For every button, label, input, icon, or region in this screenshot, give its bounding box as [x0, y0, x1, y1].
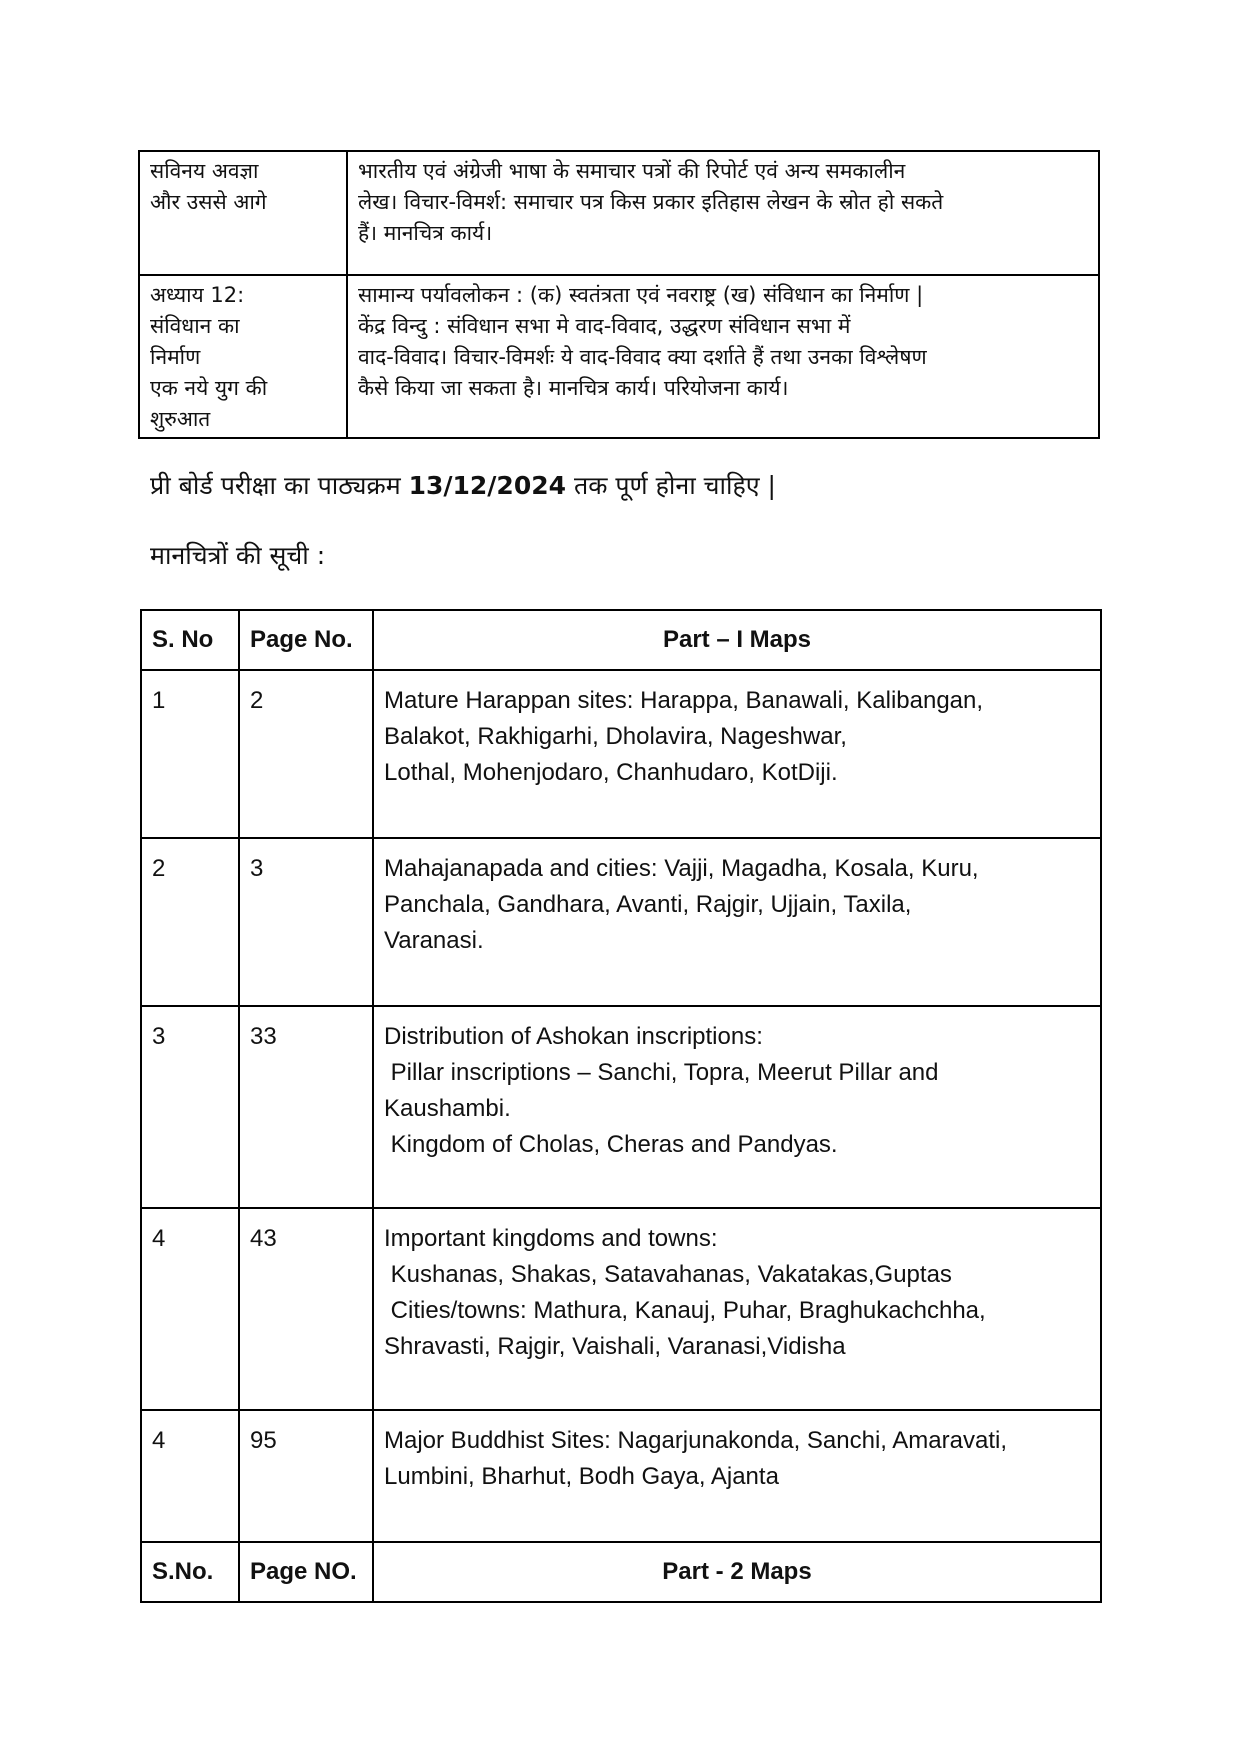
chapter-cell [139, 275, 347, 438]
table-row [141, 1410, 1101, 1542]
content-line: हैं। मानचित्र कार्य। [358, 221, 493, 245]
row-sno: 4 [141, 1208, 239, 1410]
row-description [373, 838, 1101, 1006]
maps-header-row [141, 610, 1101, 670]
footer-title: Part - 2 Maps [373, 1542, 1101, 1602]
row-sno: 4 [141, 1410, 239, 1542]
description-line: Kaushambi. [384, 1095, 511, 1122]
chapter-line: शुरुआत [150, 407, 211, 431]
maps-list-heading: मानचित्रों की सूची : [150, 541, 326, 570]
header-sno: S. No [141, 610, 239, 670]
description-line: Lothal, Mohenjodaro, Chanhudaro, KotDiji. [384, 759, 838, 786]
footer-sno: S.No. [141, 1542, 239, 1602]
chapter-line: सविनय अवज्ञा [150, 159, 259, 183]
syllabus-row [139, 275, 1099, 438]
content-line: लेख। विचार-विमर्श: समाचार पत्र किस प्रकार इतिहास लेखन के स्रोत हो सकते [358, 190, 944, 214]
content-line: केंद्र विन्दु : संविधान सभा मे वाद-विवाद, उद्धरण संविधान सभा में [358, 314, 851, 338]
footer-page: Page NO. [239, 1542, 373, 1602]
content-line: कैसे किया जा सकता है। मानचित्र कार्य। परियोजना कार्य। [358, 376, 789, 400]
row-page: 95 [239, 1410, 373, 1542]
description-line: Varanasi. [384, 927, 484, 954]
chapter-line: संविधान का [150, 314, 240, 338]
content-line: वाद-विवाद। विचार-विमर्शः ये वाद-विवाद क्या दर्शाते हैं तथा उनका विश्लेषण [358, 345, 927, 369]
note-suffix: तक पूर्ण होना चाहिए | [566, 471, 776, 500]
row-description [373, 1208, 1101, 1410]
header-title: Part – I Maps [373, 610, 1101, 670]
chapter-line: अध्याय 12: [150, 283, 245, 307]
table-row [141, 1208, 1101, 1410]
description-line: Pillar inscriptions – Sanchi, Topra, Meerut Pillar and [384, 1059, 939, 1086]
content-cell [347, 151, 1099, 275]
row-page: 3 [239, 838, 373, 1006]
description-line: Mahajanapada and cities: Vajji, Magadha, Kosala, Kuru, [384, 855, 979, 882]
description-line: Mature Harappan sites: Harappa, Banawali, Kalibangan, [384, 687, 984, 714]
table-row [141, 1006, 1101, 1208]
row-sno: 1 [141, 670, 239, 838]
description-line: Kushanas, Shakas, Satavahanas, Vakatakas,Guptas [384, 1261, 952, 1288]
row-sno: 2 [141, 838, 239, 1006]
content-line: सामान्य पर्यावलोकन : (क) स्वतंत्रता एवं नवराष्ट्र (ख) संविधान का निर्माण | [358, 283, 924, 307]
content-line: भारतीय एवं अंग्रेजी भाषा के समाचार पत्रों की रिपोर्ट एवं अन्य समकालीन [358, 159, 906, 183]
table-row [141, 670, 1101, 838]
syllabus-table [138, 150, 1100, 439]
chapter-cell [139, 151, 347, 275]
syllabus-row [139, 151, 1099, 275]
row-page: 33 [239, 1006, 373, 1208]
maps-footer-row [141, 1542, 1101, 1602]
description-line: Lumbini, Bharhut, Bodh Gaya, Ajanta [384, 1463, 779, 1490]
description-line: Major Buddhist Sites: Nagarjunakonda, Sanchi, Amaravati, [384, 1427, 1008, 1454]
description-line: Important kingdoms and towns: [384, 1225, 718, 1252]
content-cell [347, 275, 1099, 438]
maps-table [140, 609, 1102, 1603]
row-description [373, 1410, 1101, 1542]
row-page: 2 [239, 670, 373, 838]
header-page: Page No. [239, 610, 373, 670]
chapter-line: और उससे आगे [150, 190, 267, 214]
description-line: Kingdom of Cholas, Cheras and Pandyas. [384, 1131, 838, 1158]
row-sno: 3 [141, 1006, 239, 1208]
row-description [373, 670, 1101, 838]
chapter-line: निर्माण [150, 345, 201, 369]
row-description [373, 1006, 1101, 1208]
note-prefix: प्री बोर्ड परीक्षा का पाठ्यक्रम [150, 471, 409, 500]
row-page: 43 [239, 1208, 373, 1410]
note-date: 13/12/2024 [408, 471, 567, 500]
description-line: Balakot, Rakhigarhi, Dholavira, Nageshwar, [384, 723, 847, 750]
description-line: Panchala, Gandhara, Avanti, Rajgir, Ujjain, Taxila, [384, 891, 912, 918]
pre-board-note [150, 468, 776, 502]
description-line: Distribution of Ashokan inscriptions: [384, 1023, 763, 1050]
description-line: Shravasti, Rajgir, Vaishali, Varanasi,Vidisha [384, 1333, 846, 1360]
description-line: Cities/towns: Mathura, Kanauj, Puhar, Braghukachchha, [384, 1297, 986, 1324]
chapter-line: एक नये युग की [150, 376, 268, 400]
table-row [141, 838, 1101, 1006]
